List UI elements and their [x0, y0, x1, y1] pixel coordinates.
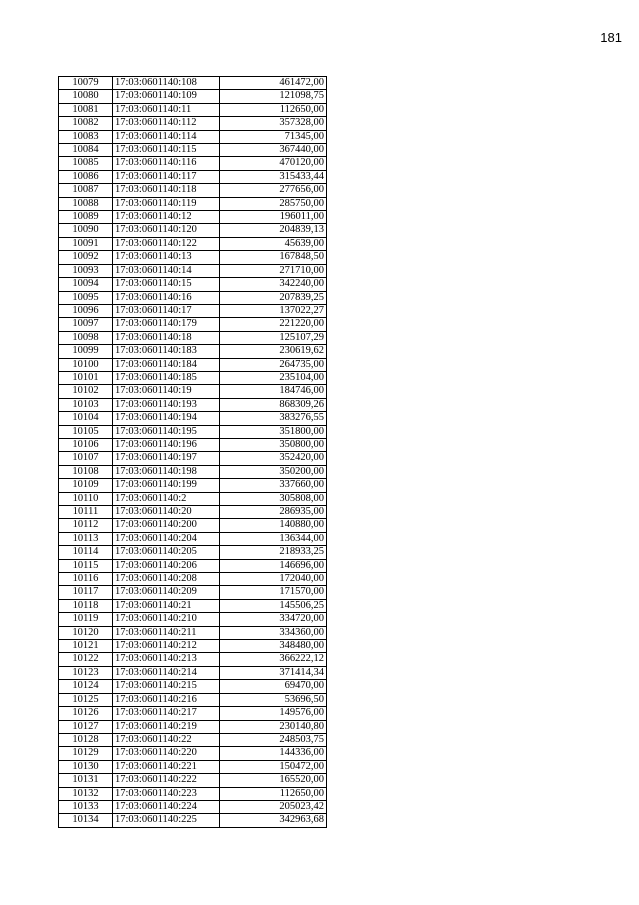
cadastral-number-cell: 17:03:0601140:223: [113, 787, 220, 800]
table-row: [59, 184, 327, 197]
cadastral-number-cell: 17:03:0601140:114: [113, 130, 220, 143]
table-row: [59, 519, 327, 532]
table-row: [59, 599, 327, 612]
cadastral-number-cell: 17:03:0601140:224: [113, 800, 220, 813]
cadastral-number-cell: 17:03:0601140:183: [113, 345, 220, 358]
cadastral-value-cell: 140880,00: [220, 519, 327, 532]
table-row: [59, 465, 327, 478]
row-number-cell: 10101: [59, 371, 113, 384]
cadastral-value-cell: 337660,00: [220, 479, 327, 492]
table-row: [59, 211, 327, 224]
cadastral-value-cell: 350800,00: [220, 438, 327, 451]
cadastral-number-cell: 17:03:0601140:2: [113, 492, 220, 505]
table-row: [59, 760, 327, 773]
row-number-cell: 10100: [59, 358, 113, 371]
cadastral-value-cell: 230140,80: [220, 720, 327, 733]
row-number-cell: 10115: [59, 559, 113, 572]
table-row: [59, 358, 327, 371]
cadastral-value-cell: 248503,75: [220, 733, 327, 746]
cadastral-value-cell: 264735,00: [220, 358, 327, 371]
cadastral-value-cell: 121098,75: [220, 90, 327, 103]
cadastral-number-cell: 17:03:0601140:18: [113, 331, 220, 344]
table-row: [59, 318, 327, 331]
row-number-cell: 10103: [59, 398, 113, 411]
table-row: [59, 170, 327, 183]
cadastral-value-cell: 277656,00: [220, 184, 327, 197]
table-row: [59, 117, 327, 130]
table-row: [59, 680, 327, 693]
cadastral-value-cell: 342240,00: [220, 278, 327, 291]
cadastral-value-cell: 357328,00: [220, 117, 327, 130]
table-row: [59, 237, 327, 250]
cadastral-number-cell: 17:03:0601140:109: [113, 90, 220, 103]
cadastral-value-cell: 868309,26: [220, 398, 327, 411]
cadastral-number-cell: 17:03:0601140:220: [113, 747, 220, 760]
table-body: [59, 77, 327, 828]
cadastral-value-cell: 342963,68: [220, 814, 327, 827]
cadastral-number-cell: 17:03:0601140:122: [113, 237, 220, 250]
cadastral-value-cell: 366222,12: [220, 653, 327, 666]
table-row: [59, 452, 327, 465]
cadastral-value-cell: 334360,00: [220, 626, 327, 639]
cadastral-number-cell: 17:03:0601140:206: [113, 559, 220, 572]
cadastral-value-cell: 165520,00: [220, 774, 327, 787]
cadastral-number-cell: 17:03:0601140:193: [113, 398, 220, 411]
table-row: [59, 130, 327, 143]
row-number-cell: 10082: [59, 117, 113, 130]
table-row: [59, 586, 327, 599]
cadastral-value-cell: 204839,13: [220, 224, 327, 237]
table-row: [59, 573, 327, 586]
row-number-cell: 10099: [59, 345, 113, 358]
table-row: [59, 733, 327, 746]
cadastral-number-cell: 17:03:0601140:118: [113, 184, 220, 197]
row-number-cell: 10096: [59, 304, 113, 317]
row-number-cell: 10093: [59, 264, 113, 277]
cadastral-number-cell: 17:03:0601140:16: [113, 291, 220, 304]
cadastral-value-cell: 383276,55: [220, 412, 327, 425]
table-row: [59, 77, 327, 90]
cadastral-number-cell: 17:03:0601140:214: [113, 666, 220, 679]
cadastral-value-cell: 196011,00: [220, 211, 327, 224]
table-row: [59, 626, 327, 639]
cadastral-number-cell: 17:03:0601140:117: [113, 170, 220, 183]
cadastral-value-cell: 137022,27: [220, 304, 327, 317]
cadastral-value-cell: 285750,00: [220, 197, 327, 210]
cadastral-number-cell: 17:03:0601140:200: [113, 519, 220, 532]
cadastral-number-cell: 17:03:0601140:212: [113, 640, 220, 653]
row-number-cell: 10123: [59, 666, 113, 679]
cadastral-value-cell: 149576,00: [220, 707, 327, 720]
cadastral-number-cell: 17:03:0601140:222: [113, 774, 220, 787]
row-number-cell: 10131: [59, 774, 113, 787]
cadastral-value-cell: 350200,00: [220, 465, 327, 478]
row-number-cell: 10122: [59, 653, 113, 666]
cadastral-value-cell: 230619,62: [220, 345, 327, 358]
cadastral-value-cell: 144336,00: [220, 747, 327, 760]
table-row: [59, 546, 327, 559]
row-number-cell: 10117: [59, 586, 113, 599]
table-row: [59, 371, 327, 384]
table-row: [59, 438, 327, 451]
table-row: [59, 345, 327, 358]
table-row: [59, 412, 327, 425]
cadastral-table: [58, 76, 327, 828]
table-row: [59, 425, 327, 438]
table-row: [59, 157, 327, 170]
cadastral-number-cell: 17:03:0601140:213: [113, 653, 220, 666]
cadastral-number-cell: 17:03:0601140:197: [113, 452, 220, 465]
cadastral-number-cell: 17:03:0601140:184: [113, 358, 220, 371]
cadastral-value-cell: 235104,00: [220, 371, 327, 384]
cadastral-value-cell: 125107,29: [220, 331, 327, 344]
cadastral-number-cell: 17:03:0601140:12: [113, 211, 220, 224]
row-number-cell: 10081: [59, 103, 113, 116]
cadastral-value-cell: 461472,00: [220, 77, 327, 90]
row-number-cell: 10107: [59, 452, 113, 465]
cadastral-number-cell: 17:03:0601140:179: [113, 318, 220, 331]
cadastral-number-cell: 17:03:0601140:210: [113, 613, 220, 626]
cadastral-value-cell: 218933,25: [220, 546, 327, 559]
table-row: [59, 291, 327, 304]
cadastral-number-cell: 17:03:0601140:108: [113, 77, 220, 90]
cadastral-number-cell: 17:03:0601140:112: [113, 117, 220, 130]
row-number-cell: 10080: [59, 90, 113, 103]
table-row: [59, 304, 327, 317]
row-number-cell: 10097: [59, 318, 113, 331]
cadastral-value-cell: 53696,50: [220, 693, 327, 706]
row-number-cell: 10084: [59, 144, 113, 157]
table-row: [59, 385, 327, 398]
cadastral-number-cell: 17:03:0601140:115: [113, 144, 220, 157]
row-number-cell: 10121: [59, 640, 113, 653]
table-row: [59, 90, 327, 103]
row-number-cell: 10108: [59, 465, 113, 478]
row-number-cell: 10110: [59, 492, 113, 505]
row-number-cell: 10113: [59, 532, 113, 545]
cadastral-number-cell: 17:03:0601140:196: [113, 438, 220, 451]
cadastral-value-cell: 205023,42: [220, 800, 327, 813]
row-number-cell: 10124: [59, 680, 113, 693]
table-row: [59, 492, 327, 505]
row-number-cell: 10091: [59, 237, 113, 250]
row-number-cell: 10129: [59, 747, 113, 760]
row-number-cell: 10130: [59, 760, 113, 773]
page-number: 181: [600, 30, 622, 45]
cadastral-number-cell: 17:03:0601140:22: [113, 733, 220, 746]
row-number-cell: 10132: [59, 787, 113, 800]
row-number-cell: 10109: [59, 479, 113, 492]
row-number-cell: 10089: [59, 211, 113, 224]
table-row: [59, 814, 327, 827]
row-number-cell: 10134: [59, 814, 113, 827]
table-row: [59, 278, 327, 291]
cadastral-number-cell: 17:03:0601140:225: [113, 814, 220, 827]
cadastral-number-cell: 17:03:0601140:11: [113, 103, 220, 116]
row-number-cell: 10125: [59, 693, 113, 706]
cadastral-number-cell: 17:03:0601140:199: [113, 479, 220, 492]
cadastral-value-cell: 167848,50: [220, 251, 327, 264]
cadastral-value-cell: 112650,00: [220, 103, 327, 116]
cadastral-number-cell: 17:03:0601140:116: [113, 157, 220, 170]
cadastral-number-cell: 17:03:0601140:208: [113, 573, 220, 586]
table-row: [59, 559, 327, 572]
cadastral-value-cell: 470120,00: [220, 157, 327, 170]
table-row: [59, 693, 327, 706]
cadastral-value-cell: 221220,00: [220, 318, 327, 331]
cadastral-value-cell: 271710,00: [220, 264, 327, 277]
cadastral-number-cell: 17:03:0601140:119: [113, 197, 220, 210]
table-row: [59, 103, 327, 116]
table-row: [59, 774, 327, 787]
cadastral-number-cell: 17:03:0601140:211: [113, 626, 220, 639]
row-number-cell: 10104: [59, 412, 113, 425]
table-row: [59, 264, 327, 277]
row-number-cell: 10128: [59, 733, 113, 746]
row-number-cell: 10085: [59, 157, 113, 170]
row-number-cell: 10111: [59, 506, 113, 519]
table-row: [59, 747, 327, 760]
cadastral-value-cell: 145506,25: [220, 599, 327, 612]
row-number-cell: 10114: [59, 546, 113, 559]
table-row: [59, 613, 327, 626]
cadastral-number-cell: 17:03:0601140:198: [113, 465, 220, 478]
row-number-cell: 10087: [59, 184, 113, 197]
cadastral-value-cell: 305808,00: [220, 492, 327, 505]
cadastral-value-cell: 146696,00: [220, 559, 327, 572]
row-number-cell: 10126: [59, 707, 113, 720]
row-number-cell: 10090: [59, 224, 113, 237]
row-number-cell: 10119: [59, 613, 113, 626]
table-row: [59, 787, 327, 800]
cadastral-number-cell: 17:03:0601140:217: [113, 707, 220, 720]
row-number-cell: 10094: [59, 278, 113, 291]
cadastral-number-cell: 17:03:0601140:209: [113, 586, 220, 599]
cadastral-number-cell: 17:03:0601140:120: [113, 224, 220, 237]
row-number-cell: 10106: [59, 438, 113, 451]
cadastral-number-cell: 17:03:0601140:20: [113, 506, 220, 519]
cadastral-value-cell: 286935,00: [220, 506, 327, 519]
row-number-cell: 10102: [59, 385, 113, 398]
row-number-cell: 10127: [59, 720, 113, 733]
row-number-cell: 10118: [59, 599, 113, 612]
table-row: [59, 666, 327, 679]
row-number-cell: 10133: [59, 800, 113, 813]
cadastral-number-cell: 17:03:0601140:14: [113, 264, 220, 277]
cadastral-value-cell: 352420,00: [220, 452, 327, 465]
cadastral-value-cell: 171570,00: [220, 586, 327, 599]
cadastral-value-cell: 334720,00: [220, 613, 327, 626]
cadastral-number-cell: 17:03:0601140:185: [113, 371, 220, 384]
cadastral-value-cell: 207839,25: [220, 291, 327, 304]
table-row: [59, 707, 327, 720]
cadastral-value-cell: 136344,00: [220, 532, 327, 545]
row-number-cell: 10116: [59, 573, 113, 586]
row-number-cell: 10086: [59, 170, 113, 183]
table-row: [59, 224, 327, 237]
table-row: [59, 532, 327, 545]
cadastral-number-cell: 17:03:0601140:19: [113, 385, 220, 398]
row-number-cell: 10083: [59, 130, 113, 143]
cadastral-number-cell: 17:03:0601140:21: [113, 599, 220, 612]
cadastral-value-cell: 172040,00: [220, 573, 327, 586]
cadastral-value-cell: 315433,44: [220, 170, 327, 183]
cadastral-number-cell: 17:03:0601140:215: [113, 680, 220, 693]
cadastral-number-cell: 17:03:0601140:15: [113, 278, 220, 291]
table-row: [59, 251, 327, 264]
cadastral-value-cell: 367440,00: [220, 144, 327, 157]
row-number-cell: 10079: [59, 77, 113, 90]
row-number-cell: 10092: [59, 251, 113, 264]
table-row: [59, 720, 327, 733]
cadastral-value-cell: 150472,00: [220, 760, 327, 773]
cadastral-value-cell: 371414,34: [220, 666, 327, 679]
table-row: [59, 331, 327, 344]
table-row: [59, 640, 327, 653]
table-row: [59, 506, 327, 519]
table-row: [59, 144, 327, 157]
row-number-cell: 10088: [59, 197, 113, 210]
table-row: [59, 800, 327, 813]
cadastral-number-cell: 17:03:0601140:204: [113, 532, 220, 545]
cadastral-number-cell: 17:03:0601140:205: [113, 546, 220, 559]
table-row: [59, 398, 327, 411]
cadastral-number-cell: 17:03:0601140:13: [113, 251, 220, 264]
cadastral-value-cell: 184746,00: [220, 385, 327, 398]
cadastral-value-cell: 45639,00: [220, 237, 327, 250]
table-row: [59, 479, 327, 492]
row-number-cell: 10098: [59, 331, 113, 344]
row-number-cell: 10120: [59, 626, 113, 639]
cadastral-value-cell: 348480,00: [220, 640, 327, 653]
row-number-cell: 10095: [59, 291, 113, 304]
cadastral-number-cell: 17:03:0601140:221: [113, 760, 220, 773]
table-row: [59, 197, 327, 210]
cadastral-number-cell: 17:03:0601140:195: [113, 425, 220, 438]
cadastral-value-cell: 351800,00: [220, 425, 327, 438]
cadastral-number-cell: 17:03:0601140:216: [113, 693, 220, 706]
cadastral-value-cell: 71345,00: [220, 130, 327, 143]
cadastral-number-cell: 17:03:0601140:17: [113, 304, 220, 317]
table-row: [59, 653, 327, 666]
cadastral-value-cell: 69470,00: [220, 680, 327, 693]
cadastral-number-cell: 17:03:0601140:219: [113, 720, 220, 733]
row-number-cell: 10112: [59, 519, 113, 532]
cadastral-number-cell: 17:03:0601140:194: [113, 412, 220, 425]
row-number-cell: 10105: [59, 425, 113, 438]
cadastral-value-cell: 112650,00: [220, 787, 327, 800]
